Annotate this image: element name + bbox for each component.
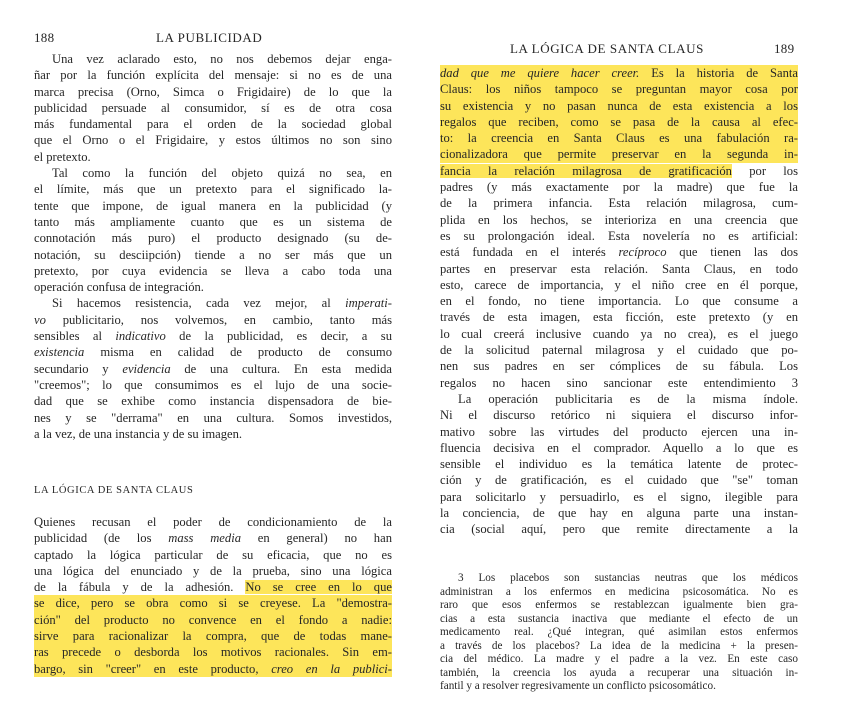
left-page-number: 188 <box>34 30 55 45</box>
text-run: en general) no han <box>241 531 392 546</box>
text-line: través de esta imagen, esta ficción, este pretexto (y en <box>440 310 798 325</box>
text-line: Quienes recusan el poder de condicionamiento de la <box>34 515 392 529</box>
left-paragraph-1 <box>34 51 392 442</box>
text-run: de la fábula y de la adhesión. <box>34 580 246 595</box>
text-run: está fundada en el interés <box>440 245 619 260</box>
highlighted-line: regalos que reciben, como se pasa de la causa al efec- <box>440 114 798 129</box>
text-line: Ni el discurso retórico ni siquiera el discurso infor- <box>440 408 798 423</box>
section-heading: LA LÓGICA DE SANTA CLAUS <box>34 485 194 496</box>
text-line: padres (y más exactamente por la madre) que fue la <box>440 180 798 195</box>
footnote-line: raro que esos enfermos se restablezcan igualmente bien gra- <box>440 599 798 611</box>
text-line: es su prolongación ideal. Esta novelería no es artificial: <box>440 228 798 243</box>
text-run: bargo, sin "creer" en este producto, <box>34 661 272 676</box>
text-line: el límite, más que un pretexto para el significado la- <box>34 182 392 197</box>
highlighted-line: cionalizadora que permite preservar en la segunda in- <box>440 147 798 162</box>
italic-run: dad que me quiere hacer creer. <box>440 66 640 80</box>
text-line: plida en los hechos, se interioriza en una creencia que <box>440 212 798 227</box>
right-paragraph-1 <box>440 65 798 538</box>
text-run: de una cultura. En esta medida <box>170 361 392 376</box>
footnote-line: cia del médico. La madre y el padre a la vez. En este caso <box>440 653 798 665</box>
highlighted-line: Claus: los niños tampoco se preguntan mayor cosa por <box>440 82 798 97</box>
footnote-line: a través de los placebos? La idea de la medicina + la presen- <box>440 639 798 652</box>
text-line: publicidad persuade al consumidor, sí es de otra cosa <box>34 100 392 115</box>
text-line: tanto más ampliamente cuanto que es un sistema de <box>34 214 392 229</box>
text-run: de la publicidad, es decir, a su <box>165 329 392 344</box>
text-line: ñar por la función explícita del mensaje: si no es de una <box>34 68 392 83</box>
text-line: una lógica del enunciado y de la prueba, sino una lógica <box>34 563 392 578</box>
italic-run: mass media <box>168 531 241 546</box>
text-line: más fundamental para el orden de la sociedad global <box>34 117 392 132</box>
left-paragraph-4 <box>34 514 392 677</box>
highlighted-line: to: la creencia en Santa Claus es una fabulación ra- <box>440 131 798 146</box>
text-line: Una vez aclarado esto, no nos debemos dejar enga- <box>52 52 392 66</box>
text-line: operación confusa de integración. <box>34 280 204 295</box>
text-run: secundario y <box>34 361 123 376</box>
highlighted-line: se dice, pero se obra como si se creyese. La "demostra- <box>34 596 392 611</box>
text-line: lo cual creerá inclusive cuando ya no crea), es el juego <box>440 326 798 341</box>
text-line: regalos no hacen sino sancionar este entendimiento 3 <box>440 375 798 390</box>
text-line: para solicitarlo y persuadirlo, es el signo, ilegible para <box>440 489 798 504</box>
text-line <box>34 530 392 546</box>
text-line: tente que impone, de igual manera en la publicidad (y <box>34 198 392 213</box>
text-line: de la primera infancia. Esta relación milagrosa, cum- <box>440 196 798 211</box>
italic-run: recíproco <box>618 245 667 260</box>
footnote-line: cias a esta sustancia inactiva que mediante el efecto de un <box>440 612 798 625</box>
text-line: a la vez, de una instancia y de su imagen. <box>34 426 243 441</box>
text-run: que tienen las dos <box>666 245 798 260</box>
text-line <box>34 579 392 595</box>
highlighted-text: No se cree en lo que <box>245 580 392 595</box>
text-line: pretexto, por cuya evidencia se lleva a cabo toda una <box>34 263 392 278</box>
highlighted-line <box>440 65 798 81</box>
text-line: "creemos"; lo que consumimos es el lujo de una socie- <box>34 377 392 392</box>
text-line: el pretexto. <box>34 149 91 164</box>
italic-run: vo <box>34 312 46 327</box>
footnote-line: medicamento real. ¿Qué integran, qué asimilan estos enfermos <box>440 626 798 638</box>
text-line <box>34 361 392 377</box>
text-line: nen sus padres en ser cómplices de su fábula. Los <box>440 359 798 374</box>
highlighted-line: ción" del producto no convence en el fondo a nadie: <box>34 612 392 627</box>
italic-run: existencia <box>34 345 85 360</box>
text-line: nes y se "derrama" en una cultura. Somos investidos, <box>34 410 392 425</box>
italic-run: creo en la publici- <box>271 661 392 676</box>
text-run: sensibles al <box>34 329 116 344</box>
text-line: partes en preservar esta relación. Santa Claus, en todo <box>440 261 798 276</box>
highlighted-text: fancia la relación milagrosa de gratificación <box>440 163 732 178</box>
footnote <box>440 572 798 694</box>
text-line: notación, su desciipción) tiende a no ser más que un <box>34 247 392 262</box>
footnote-line: también, la creencia los ayuda a recuperar una situación in- <box>440 666 798 679</box>
text-line <box>34 295 392 311</box>
text-line <box>34 312 392 328</box>
text-run: Si hacemos resistencia, cada vez mejor, al <box>52 296 346 311</box>
text-line: Tal como la función del objeto quizá no sea, en <box>52 166 392 181</box>
highlighted-line: ras precede o desborda los motivos racionales. Sin em- <box>34 645 392 660</box>
text-line: fluencia decisiva en el comprador. Aquello a lo que es <box>440 440 798 455</box>
text-line: esto, carece de importancia, y el niño cree en él porque, <box>440 277 798 292</box>
highlighted-line: su existencia y no pasan nunca de esta existencia a los <box>440 98 798 113</box>
text-run: publicitario, nos volvemos, en cambio, tanto más <box>45 312 392 327</box>
text-line: de la solicitud paternal milagrosa y el cuidado que po- <box>440 343 798 358</box>
text-line <box>34 344 392 360</box>
left-running-head: LA PUBLICIDAD <box>156 30 263 45</box>
text-run: publicidad (de los <box>34 531 169 546</box>
text-run: por los <box>731 163 798 178</box>
italic-run: imperati- <box>345 296 392 311</box>
text-line <box>34 328 392 344</box>
text-line: mativo sobre las virtudes del producto ejercen una in- <box>440 424 798 439</box>
footnote-line: fantil y a resolver regresivamente un conflicto psicosomático. <box>440 680 716 692</box>
text-run: Es la historia de Santa <box>639 66 798 80</box>
footnote-line: 3 Los placebos son sustancias neutras que los médicos <box>458 572 798 584</box>
text-line <box>440 163 798 179</box>
italic-run: indicativo <box>115 329 166 344</box>
footnote-line: administran a los enfermos en medicina psicosomática. No es <box>440 585 798 598</box>
right-page-number: 189 <box>774 41 795 56</box>
highlighted-line <box>34 661 392 677</box>
text-line: marca precisa (Orno, Simca o Frigidaire) de lo que la <box>34 84 392 99</box>
text-run: misma en calidad de producto de consumo <box>84 345 392 360</box>
text-line: en el fondo, no tiene importancia. Lo que consume a <box>440 294 798 309</box>
text-line: La operación publicitaria es de la misma índole. <box>458 391 798 406</box>
highlighted-line: sirve para racionalizar la compra, que de todas mane- <box>34 629 392 644</box>
text-line: la conciencia, de que hay en alguna parte una instan- <box>440 506 798 521</box>
italic-run: evidencia <box>122 361 171 376</box>
text-line: cia (social aquí, pero que remite directamente a la <box>440 522 798 537</box>
text-line <box>440 244 798 260</box>
text-line: que el Orno o el Frigidaire, y estos últimos no son sino <box>34 133 392 148</box>
text-line: sensible el individuo es la temática latente de protec- <box>440 457 798 472</box>
text-line: connotación más puro) el producto designado (su de- <box>34 231 392 246</box>
right-running-head: LA LÓGICA DE SANTA CLAUS <box>510 41 704 56</box>
text-line: dad que se exhibe como instancia dispensadora de bie- <box>34 394 392 409</box>
text-line: ción y de gratificación, es el cuidado que "se" toman <box>440 473 798 488</box>
text-line: captado la lógica particular de su eficacia, que no es <box>34 547 392 562</box>
